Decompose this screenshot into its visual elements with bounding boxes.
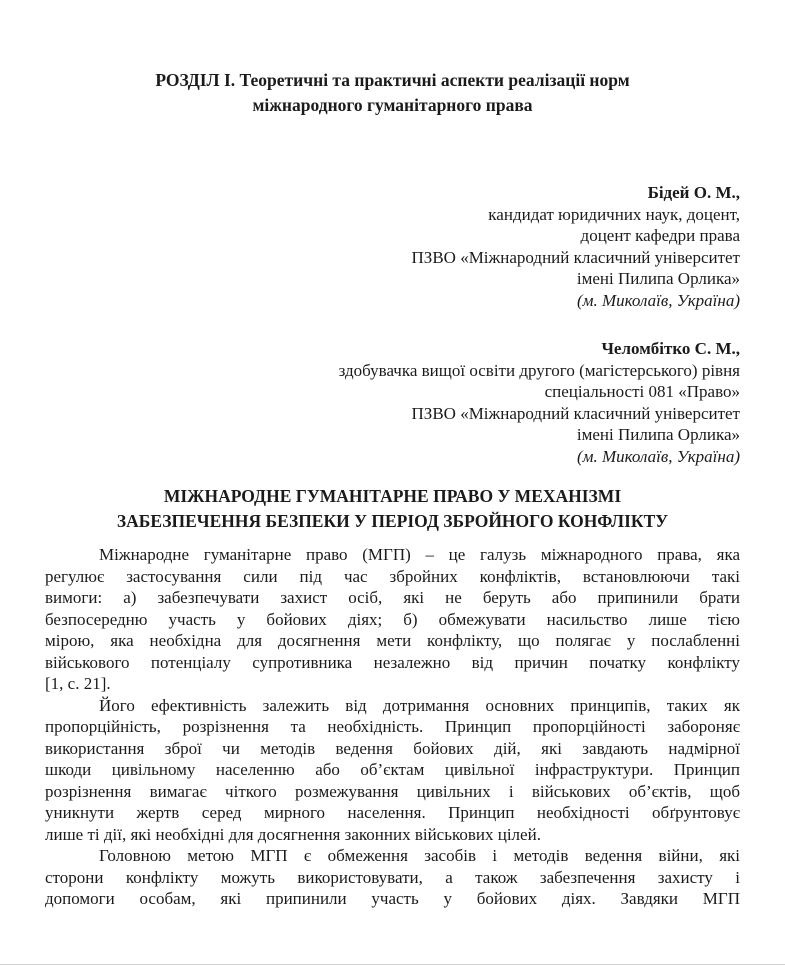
author-affiliation-line: доцент кафедри права <box>580 226 740 245</box>
author-affiliation-line: імені Пилипа Орлика» <box>576 425 740 444</box>
paragraph <box>45 845 740 910</box>
author-affiliation-line: кандидат юридичних наук, доцент, <box>488 204 740 224</box>
article-title-line: МІЖНАРОДНЕ ГУМАНІТАРНЕ ПРАВО У МЕХАНІЗМІ <box>163 486 622 506</box>
body-line: мірою, яка необхідна для досягнення мети конфлікту, що полягає у послабленні <box>45 631 740 650</box>
article-title-line: ЗАБЕЗПЕЧЕННЯ БЕЗПЕКИ У ПЕРІОД ЗБРОЙНОГО КОНФЛІКТУ <box>116 511 669 531</box>
author-location: (м. Миколаїв, Україна) <box>576 290 740 310</box>
body-line: лише ті дії, які необхідні для досягнення законних військових цілей. <box>45 824 541 844</box>
author-block-2 <box>45 338 740 467</box>
body-line: [1, с. 21]. <box>45 674 111 693</box>
author-block-1 <box>45 182 740 311</box>
chapter-heading <box>45 68 740 118</box>
body-line: пропорційність, розрізнення та необхідність. Принцип пропорційності забороняє <box>45 717 740 736</box>
paragraph <box>45 695 740 846</box>
author-affiliation-line: спеціальності 081 «Право» <box>544 382 740 401</box>
body-line: Міжнародне гуманітарне право (МГП) – це галузь міжнародного права, яка <box>99 545 740 564</box>
author-affiliation-line: імені Пилипа Орлика» <box>576 269 740 288</box>
body-line: використання зброї чи методів ведення бойових дій, які завдають надмірної <box>45 738 740 758</box>
page-bottom-edge <box>0 964 785 965</box>
body-line: уникнути жертв серед мирного населення. Принцип необхідності обґрунтовує <box>45 803 740 822</box>
body-line: шкоди цивільному населенню або об’єктам цивільної інфраструктури. Принцип <box>45 760 740 779</box>
body-line-clipped: допомоги особам, які припинили участь у бойових діях. Завдяки МГП <box>45 889 740 908</box>
body-line: Головною метою МГП є обмеження засобів і методів ведення війни, які <box>99 846 740 865</box>
article-body <box>45 544 740 910</box>
paragraph <box>45 544 740 695</box>
body-line: регулює застосування сили під час збройних конфліктів, встановлюючи такі <box>45 566 740 586</box>
body-line: Його ефективність залежить від дотримання основних принципів, таких як <box>99 695 740 715</box>
author-name: Бідей О. М., <box>647 183 740 202</box>
author-affiliation-line: ПЗВО «Міжнародний класичний університет <box>411 247 740 267</box>
body-line: військового потенціалу супротивника незалежно від причин початку конфлікту <box>45 652 740 672</box>
article-title <box>45 484 740 534</box>
body-line: безпосередню участь у бойових діях; б) обмежувати насильство лише тією <box>45 609 740 629</box>
author-affiliation-line: здобувачка вищої освіти другого (магістерського) рівня <box>338 360 740 380</box>
body-line: сторони конфлікту можуть використовувати, а також забезпечення захисту і <box>45 867 740 887</box>
author-location: (м. Миколаїв, Україна) <box>576 446 740 466</box>
body-line: розрізнення вимагає чіткого розмежування цивільних і військових об’єктів, щоб <box>45 781 740 801</box>
chapter-heading-line: міжнародного гуманітарного права <box>252 95 533 115</box>
paper-page <box>0 68 785 910</box>
author-affiliation-line: ПЗВО «Міжнародний класичний університет <box>411 403 740 423</box>
body-line: вимоги: а) забезпечувати захист осіб, які не беруть або припинили брати <box>45 588 740 607</box>
author-name: Челомбітко С. М., <box>601 339 740 358</box>
chapter-heading-line: РОЗДІЛ І. Теоретичні та практичні аспекти реалізації норм <box>155 70 630 90</box>
